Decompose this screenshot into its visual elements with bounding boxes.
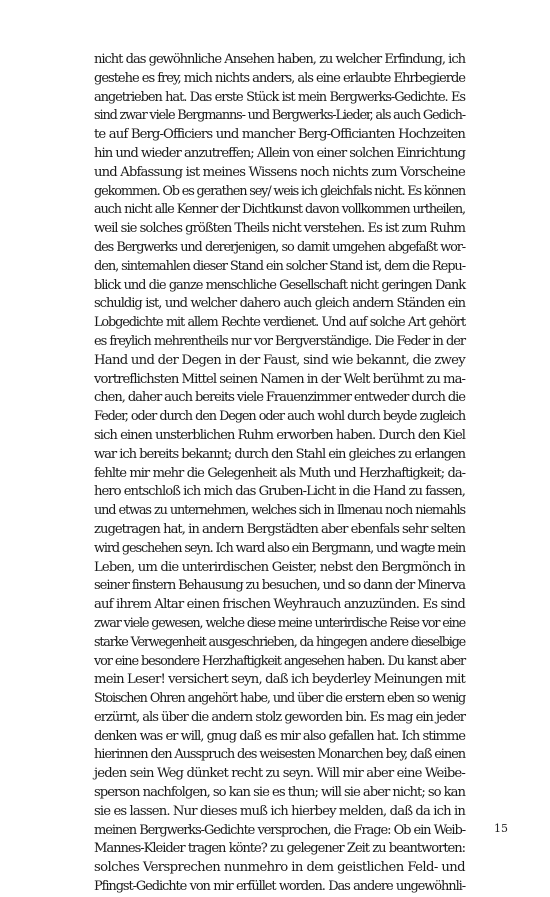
body-text — [94, 51, 465, 897]
text-line: Feder, oder durch den Degen oder auch wohl durch beyde zugleich — [94, 409, 465, 425]
page-number: 15 — [494, 822, 508, 835]
text-line: und etwas zu unternehmen, welches sich in Ilmenau noch niemahls — [94, 503, 465, 519]
text-line: te auf Berg-Officiers und mancher Berg-Officianten Hochzeiten — [94, 127, 465, 143]
text-line: starke Verwegenheit ausgeschrieben, da hingegen andere dieselbige — [94, 634, 465, 650]
text-line: chen, daher auch bereits viele Frauenzimmer entweder durch die — [94, 390, 465, 406]
text-line: auf ihrem Altar einen frischen Weyhrauch anzuzünden. Es sind — [94, 597, 465, 613]
text-line: meinen Bergwerks-Gedichte versprochen, die Frage: Ob ein Weib- — [94, 822, 465, 838]
text-line: gestehe es frey, mich nichts anders, als eine erlaubte Ehrbegierde — [94, 70, 465, 86]
text-line: vortreflichsten Mittel seinen Namen in der Welt berühmt zu ma- — [94, 371, 465, 387]
text-line: Leben, um die unterirdischen Geister, nebst den Bergmönch in — [94, 559, 465, 575]
text-line: den, sintemahlen dieser Stand ein solcher Stand ist, dem die Repu- — [94, 258, 465, 274]
text-line: blick und die ganze menschliche Gesellschaft nicht geringen Dank — [94, 277, 465, 293]
text-line: es freylich mehrentheils nur vor Bergverständige. Die Feder in der — [94, 333, 465, 349]
text-line: gekommen. Ob es gerathen sey/ weis ich gleichfals nicht. Es können — [94, 183, 465, 199]
text-line: sind zwar viele Bergmanns- und Bergwerks-Lieder, als auch Gedich- — [94, 108, 465, 124]
text-line: und Abfassung ist meines Wissens noch nichts zum Vorscheine — [94, 164, 465, 180]
text-line: Pfingst-Gedichte von mir erfüllet worden. Das andere ungewöhnli- — [94, 879, 465, 895]
text-line: mein Leser! versichert seyn, daß ich beyderley Meinungen mit — [94, 672, 465, 688]
text-line: solches Versprechen nunmehro in dem geistlichen Feld- und — [94, 860, 465, 876]
text-line: sich einen unsterblichen Ruhm erworben haben. Durch den Kiel — [94, 427, 465, 443]
text-line: auch nicht alle Kenner der Dichtkunst davon vollkommen urtheilen, — [94, 202, 465, 218]
text-line: wird geschehen seyn. Ich ward also ein Bergmann, und wagte mein — [94, 540, 465, 556]
text-line: sperson nachfolgen, so kan sie es thun; will sie aber nicht; so kan — [94, 785, 465, 801]
text-line: zwar viele gewesen, welche diese meine unterirdische Reise vor eine — [94, 615, 465, 631]
text-line: vor eine besondere Herzhaftigkeit angesehen haben. Du kanst aber — [94, 653, 465, 669]
text-line: zugetragen hat, in andern Bergstädten aber ebenfals sehr selten — [94, 521, 465, 537]
text-line: jeden sein Weg dünket recht zu seyn. Will mir aber eine Weibe- — [94, 766, 465, 782]
text-line: erzürnt, als über die andern stolz geworden bin. Es mag ein jeder — [94, 709, 465, 725]
text-line: hierinnen den Ausspruch des weisesten Monarchen bey, daß einen — [94, 747, 465, 763]
text-line: schuldig ist, und welcher dahero auch gleich andern Ständen ein — [94, 296, 465, 312]
text-line: Stoischen Ohren angehört habe, und über die erstern eben so wenig — [94, 691, 465, 707]
text-line: hero entschloß ich mich das Gruben-Licht in die Hand zu fassen, — [94, 484, 465, 500]
text-line: des Bergwerks und dererjenigen, so damit umgehen abgefaßt wor- — [94, 239, 465, 255]
text-line: Lobgedichte mit allem Rechte verdienet. Und auf solche Art gehört — [94, 315, 465, 331]
text-line: hin und wieder anzutreffen; Allein von einer solchen Einrichtung — [94, 145, 465, 161]
text-line: weil sie solches größten Theils nicht verstehen. Es ist zum Ruhm — [94, 221, 465, 237]
text-line: denken was er will, gnug daß es mir also gefallen hat. Ich stimme — [94, 728, 465, 744]
text-line: Mannes-Kleider tragen könte? zu gelegener Zeit zu beantworten: — [94, 841, 465, 857]
text-line: fehlte mir mehr die Gelegenheit als Muth und Herzhaftigkeit; da- — [94, 465, 465, 481]
text-line: nicht das gewöhnliche Ansehen haben, zu welcher Erfindung, ich — [94, 52, 465, 67]
text-line: angetrieben hat. Das erste Stück ist mein Bergwerks-Gedichte. Es — [94, 89, 465, 105]
text-line: Hand und der Degen in der Faust, sind wie bekannt, die zwey — [94, 352, 465, 368]
text-line: sie es lassen. Nur dieses muß ich hierbey melden, daß da ich in — [94, 803, 465, 819]
text-line: war ich bereits bekannt; durch den Stahl ein gleiches zu erlangen — [94, 446, 465, 462]
text-line: seiner finstern Behausung zu besuchen, und so dann der Minerva — [94, 578, 465, 594]
